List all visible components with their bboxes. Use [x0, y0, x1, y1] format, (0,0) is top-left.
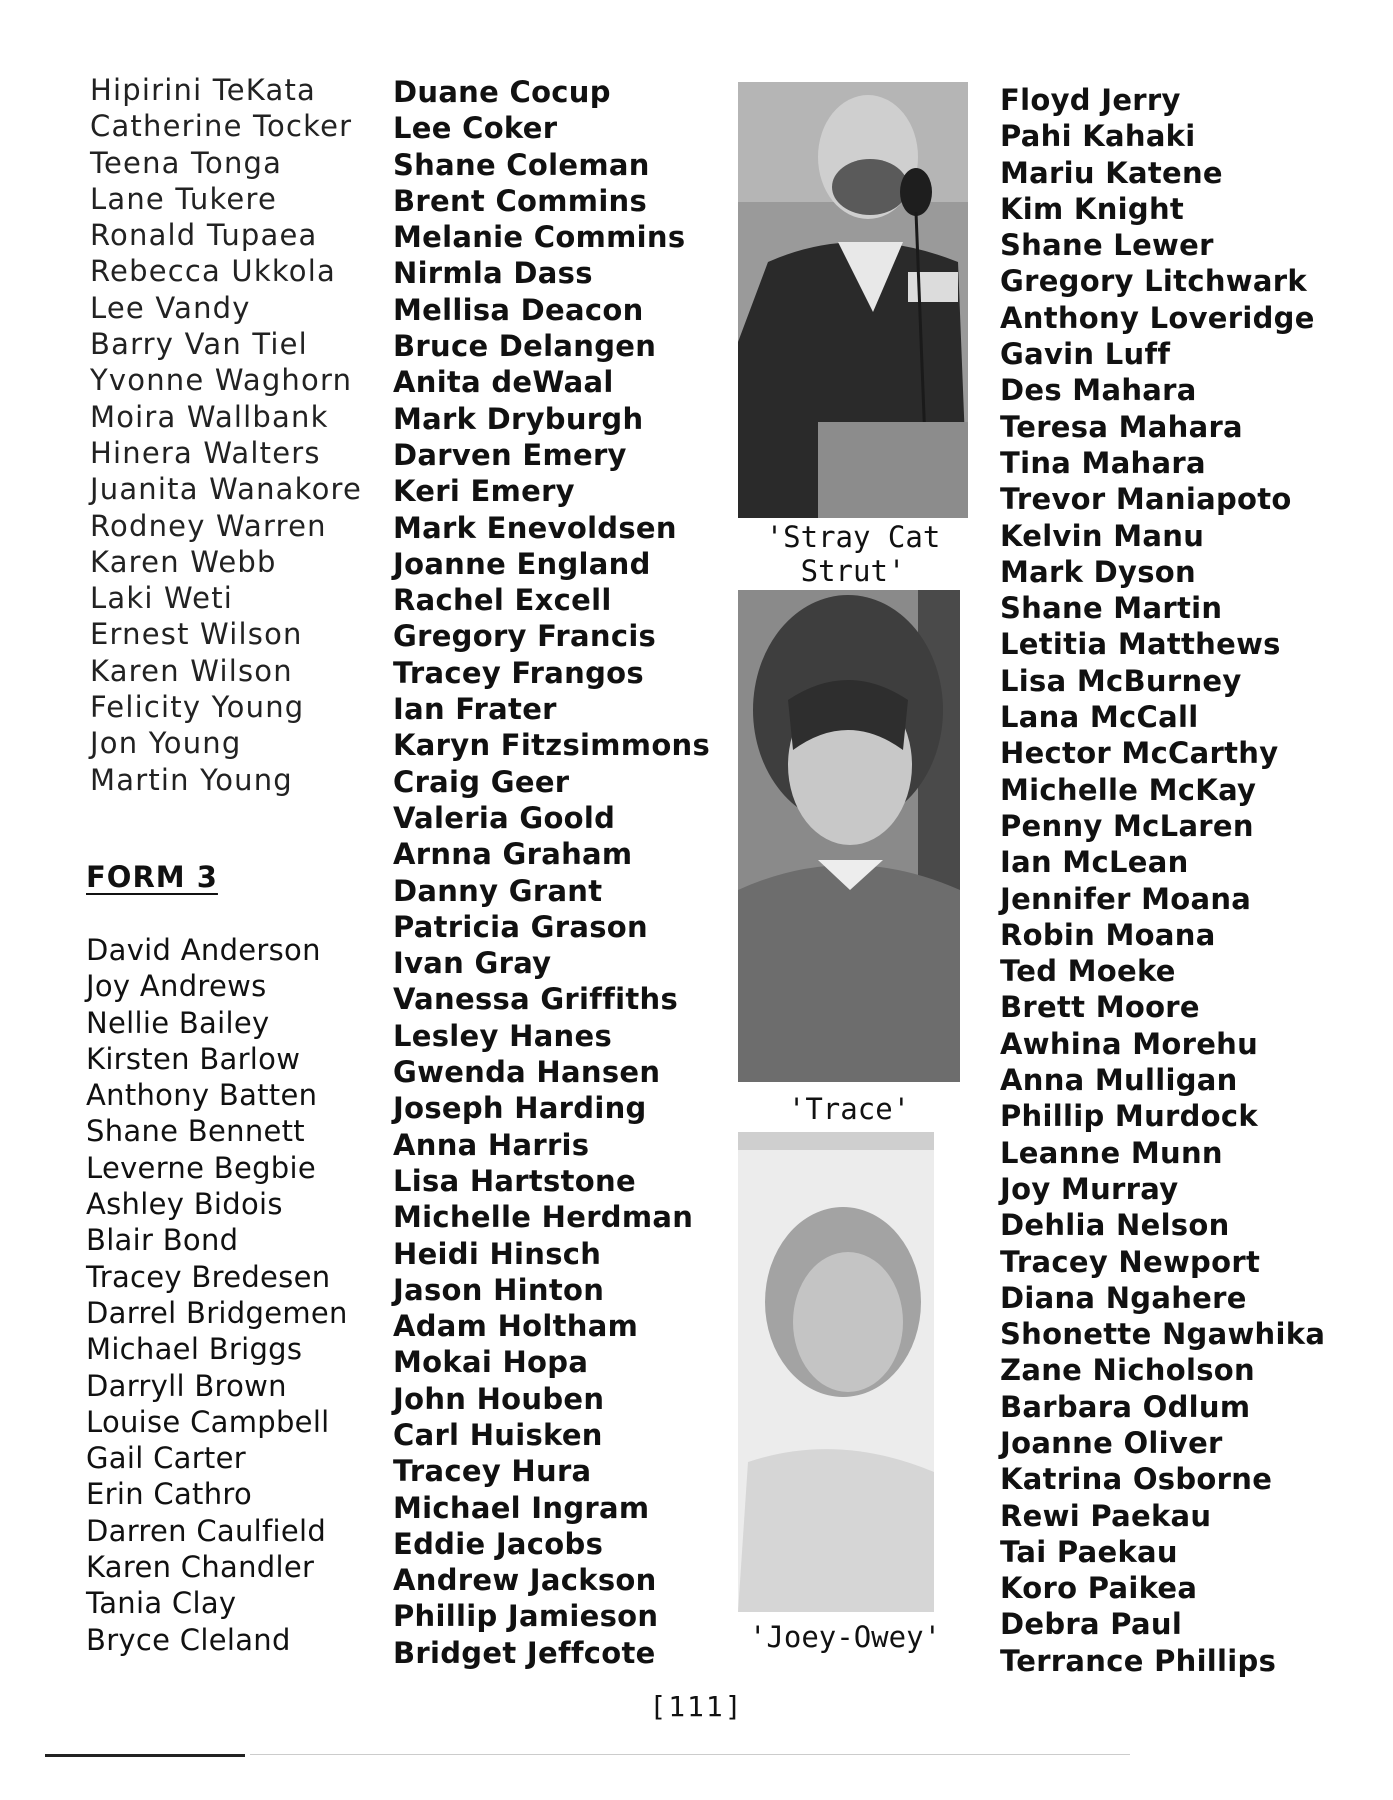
- name-entry: Blair Bond: [86, 1223, 239, 1258]
- name-entry: Valeria Goold: [393, 800, 616, 835]
- photo-caption-stray-cat-strut: [738, 520, 968, 588]
- name-entry: Karen Webb: [90, 544, 277, 579]
- name-entry: Mark Enevoldsen: [393, 510, 677, 545]
- name-entry: Patricia Grason: [393, 909, 648, 944]
- name-entry: Shane Bennett: [86, 1114, 305, 1149]
- name-entry: Melanie Commins: [393, 220, 686, 255]
- name-entry: David Anderson: [86, 933, 321, 967]
- name-entry: Joy Andrews: [86, 969, 267, 1004]
- name-entry: Martin Young: [90, 762, 293, 797]
- name-entry: Karen Chandler: [86, 1550, 315, 1585]
- photo-man-with-microphone-image: [738, 82, 968, 518]
- name-entry: Robin Moana: [1000, 917, 1216, 952]
- name-entry: Joseph Harding: [393, 1091, 647, 1126]
- photo-young-woman: [738, 590, 960, 1082]
- photo-caption-joey-owey: 'Joey-Owey': [748, 1620, 942, 1654]
- form-3-heading: FORM 3: [86, 860, 218, 894]
- name-entry: Jon Young: [90, 726, 242, 761]
- name-entry: Vanessa Griffiths: [393, 982, 679, 1017]
- name-entry: Barry Van Tiel: [90, 327, 308, 362]
- name-entry: Michael Briggs: [86, 1332, 303, 1367]
- photo-child-from-behind: [738, 1132, 934, 1612]
- name-entry: Louise Campbell: [86, 1404, 330, 1439]
- name-entry: Rodney Warren: [90, 508, 327, 543]
- name-list: [393, 74, 710, 1671]
- name-entry: Gwenda Hansen: [393, 1055, 661, 1090]
- name-entry: Lee Coker: [393, 111, 558, 146]
- name-entry: Tina Mahara: [1000, 445, 1206, 480]
- name-entry: Michelle McKay: [1000, 772, 1257, 807]
- name-entry: Zane Nicholson: [1000, 1353, 1255, 1388]
- name-entry: Mark Dryburgh: [393, 401, 644, 436]
- name-entry: Mellisa Deacon: [393, 292, 644, 327]
- name-entry: Brent Commins: [393, 183, 648, 218]
- page-number: [111]: [649, 1690, 744, 1723]
- name-entry: Anna Mulligan: [1000, 1063, 1238, 1098]
- name-entry: Ted Moeke: [1000, 954, 1176, 989]
- name-entry: Pahi Kahaki: [1000, 119, 1196, 154]
- name-entry: Shane Lewer: [1000, 228, 1214, 263]
- photo-young-woman-image: [738, 590, 960, 1082]
- photo-child-from-behind-image: [738, 1132, 934, 1612]
- name-entry: Hipirini TeKata: [90, 73, 317, 107]
- name-entry: Carl Huisken: [393, 1417, 603, 1452]
- caption-line: 'Stray Cat: [765, 520, 941, 554]
- name-entry: Craig Geer: [393, 764, 570, 799]
- name-entry: Shonette Ngawhika: [1000, 1317, 1326, 1352]
- name-entry: Juanita Wanakore: [90, 472, 363, 507]
- name-entry: Shane Martin: [1000, 591, 1223, 626]
- name-entry: Erin Cathro: [86, 1477, 253, 1512]
- name-entry: Lane Tukere: [90, 181, 277, 216]
- name-entry: Debra Paul: [1000, 1607, 1183, 1642]
- name-list: [86, 932, 348, 1658]
- name-entry: Mark Dyson: [1000, 554, 1196, 589]
- name-entry: Rewi Paekau: [1000, 1498, 1212, 1533]
- name-entry: Diana Ngahere: [1000, 1280, 1247, 1315]
- name-entry: Joanne Oliver: [1000, 1425, 1223, 1460]
- name-entry: Brett Moore: [1000, 990, 1200, 1025]
- name-entry: Joy Murray: [1000, 1171, 1179, 1206]
- name-entry: Michael Ingram: [393, 1490, 650, 1525]
- name-entry: Michelle Herdman: [393, 1200, 694, 1235]
- name-entry: Darryll Brown: [86, 1368, 287, 1403]
- name-entry: Andrew Jackson: [393, 1563, 657, 1598]
- name-entry: Darven Emery: [393, 437, 627, 472]
- name-column-1: [90, 72, 362, 798]
- name-entry: Joanne England: [393, 546, 651, 581]
- name-entry: Gail Carter: [86, 1441, 246, 1476]
- name-entry: Anita deWaal: [393, 365, 614, 400]
- name-entry: Lee Vandy: [90, 290, 251, 325]
- name-entry: Ronald Tupaea: [90, 218, 318, 253]
- name-entry: Tai Paekau: [1000, 1534, 1178, 1569]
- name-entry: Awhina Morehu: [1000, 1026, 1259, 1061]
- name-entry: Kelvin Manu: [1000, 518, 1205, 553]
- name-entry: Ashley Bidois: [86, 1187, 283, 1222]
- name-entry: Leanne Munn: [1000, 1135, 1223, 1170]
- name-entry: Nellie Bailey: [86, 1005, 270, 1040]
- name-entry: Gregory Litchwark: [1000, 264, 1307, 299]
- name-entry: Trevor Maniapoto: [1000, 482, 1292, 517]
- name-entry: Anthony Loveridge: [1000, 300, 1315, 335]
- name-entry: Terrance Phillips: [1000, 1643, 1277, 1678]
- name-entry: Koro Paikea: [1000, 1571, 1198, 1606]
- name-entry: Mariu Katene: [1000, 155, 1223, 190]
- photo-caption-trace: 'Trace': [787, 1092, 911, 1126]
- name-entry: Teena Tonga: [90, 145, 283, 180]
- name-entry: Teresa Mahara: [1000, 409, 1243, 444]
- name-entry: Anthony Batten: [86, 1078, 318, 1113]
- name-column-4: [1000, 82, 1325, 1679]
- name-entry: Shane Coleman: [393, 147, 650, 182]
- name-entry: Leverne Begbie: [86, 1150, 316, 1185]
- name-entry: Tracey Bredesen: [86, 1259, 331, 1294]
- name-entry: Catherine Tocker: [90, 109, 353, 144]
- name-entry: Penny McLaren: [1000, 808, 1254, 843]
- name-entry: Katrina Osborne: [1000, 1462, 1273, 1497]
- name-entry: Gregory Francis: [393, 619, 657, 654]
- caption-line: Strut': [800, 554, 906, 588]
- name-entry: Darrel Bridgemen: [86, 1295, 348, 1330]
- name-entry: Barbara Odlum: [1000, 1389, 1251, 1424]
- name-list: [1000, 82, 1325, 1679]
- name-entry: Hector McCarthy: [1000, 736, 1279, 771]
- name-entry: Danny Grant: [393, 873, 603, 908]
- name-entry: Gavin Luff: [1000, 337, 1171, 372]
- bottom-rule: [45, 1754, 245, 1757]
- name-entry: Tracey Hura: [393, 1454, 592, 1489]
- name-entry: Tracey Frangos: [393, 655, 644, 690]
- name-entry: Letitia Matthews: [1000, 627, 1281, 662]
- name-entry: Ian Frater: [393, 692, 557, 727]
- name-entry: Ivan Gray: [393, 946, 552, 981]
- name-entry: Kim Knight: [1000, 191, 1185, 226]
- name-entry: Phillip Murdock: [1000, 1099, 1258, 1134]
- name-entry: Lisa Hartstone: [393, 1163, 636, 1198]
- name-column-2: [393, 74, 710, 1671]
- name-entry: Ernest Wilson: [90, 617, 303, 652]
- name-entry: Dehlia Nelson: [1000, 1208, 1230, 1243]
- name-entry: Rebecca Ukkola: [90, 254, 336, 289]
- name-entry: Bridget Jeffcote: [393, 1635, 656, 1670]
- bottom-rule-faint: [250, 1754, 1130, 1755]
- name-entry: Adam Holtham: [393, 1309, 639, 1344]
- name-entry: Lesley Hanes: [393, 1018, 613, 1053]
- name-entry: Ian McLean: [1000, 845, 1189, 880]
- name-entry: Kirsten Barlow: [86, 1041, 301, 1076]
- name-entry: Tania Clay: [86, 1586, 237, 1621]
- name-entry: Darren Caulfield: [86, 1513, 327, 1548]
- name-entry: Hinera Walters: [90, 435, 321, 470]
- name-entry: Jason Hinton: [393, 1272, 605, 1307]
- name-entry: Heidi Hinsch: [393, 1236, 602, 1271]
- name-entry: Moira Wallbank: [90, 399, 329, 434]
- name-entry: Lana McCall: [1000, 700, 1199, 735]
- name-entry: Bryce Cleland: [86, 1622, 291, 1657]
- name-entry: Keri Emery: [393, 474, 575, 509]
- name-entry: Jennifer Moana: [1000, 881, 1252, 916]
- form-3-section: [86, 860, 348, 1658]
- name-entry: Anna Harris: [393, 1127, 590, 1162]
- name-entry: Karen Wilson: [90, 653, 293, 688]
- name-entry: Felicity Young: [90, 690, 305, 725]
- name-entry: Eddie Jacobs: [393, 1526, 604, 1561]
- name-entry: Karyn Fitzsimmons: [393, 728, 711, 763]
- name-list: [90, 72, 362, 798]
- name-entry: Rachel Excell: [393, 583, 612, 618]
- name-entry: Tracey Newport: [1000, 1244, 1261, 1279]
- photo-man-with-microphone: [738, 82, 968, 518]
- name-entry: Lisa McBurney: [1000, 663, 1242, 698]
- name-entry: John Houben: [393, 1381, 605, 1416]
- name-entry: Laki Weti: [90, 581, 234, 616]
- name-entry: Des Mahara: [1000, 373, 1197, 408]
- name-entry: Bruce Delangen: [393, 329, 657, 364]
- name-entry: Arnna Graham: [393, 837, 633, 872]
- name-entry: Phillip Jamieson: [393, 1599, 659, 1634]
- name-entry: Floyd Jerry: [1000, 83, 1181, 117]
- name-entry: Duane Cocup: [393, 75, 611, 109]
- name-entry: Nirmla Dass: [393, 256, 593, 291]
- name-entry: Yvonne Waghorn: [90, 363, 353, 398]
- name-entry: Mokai Hopa: [393, 1345, 589, 1380]
